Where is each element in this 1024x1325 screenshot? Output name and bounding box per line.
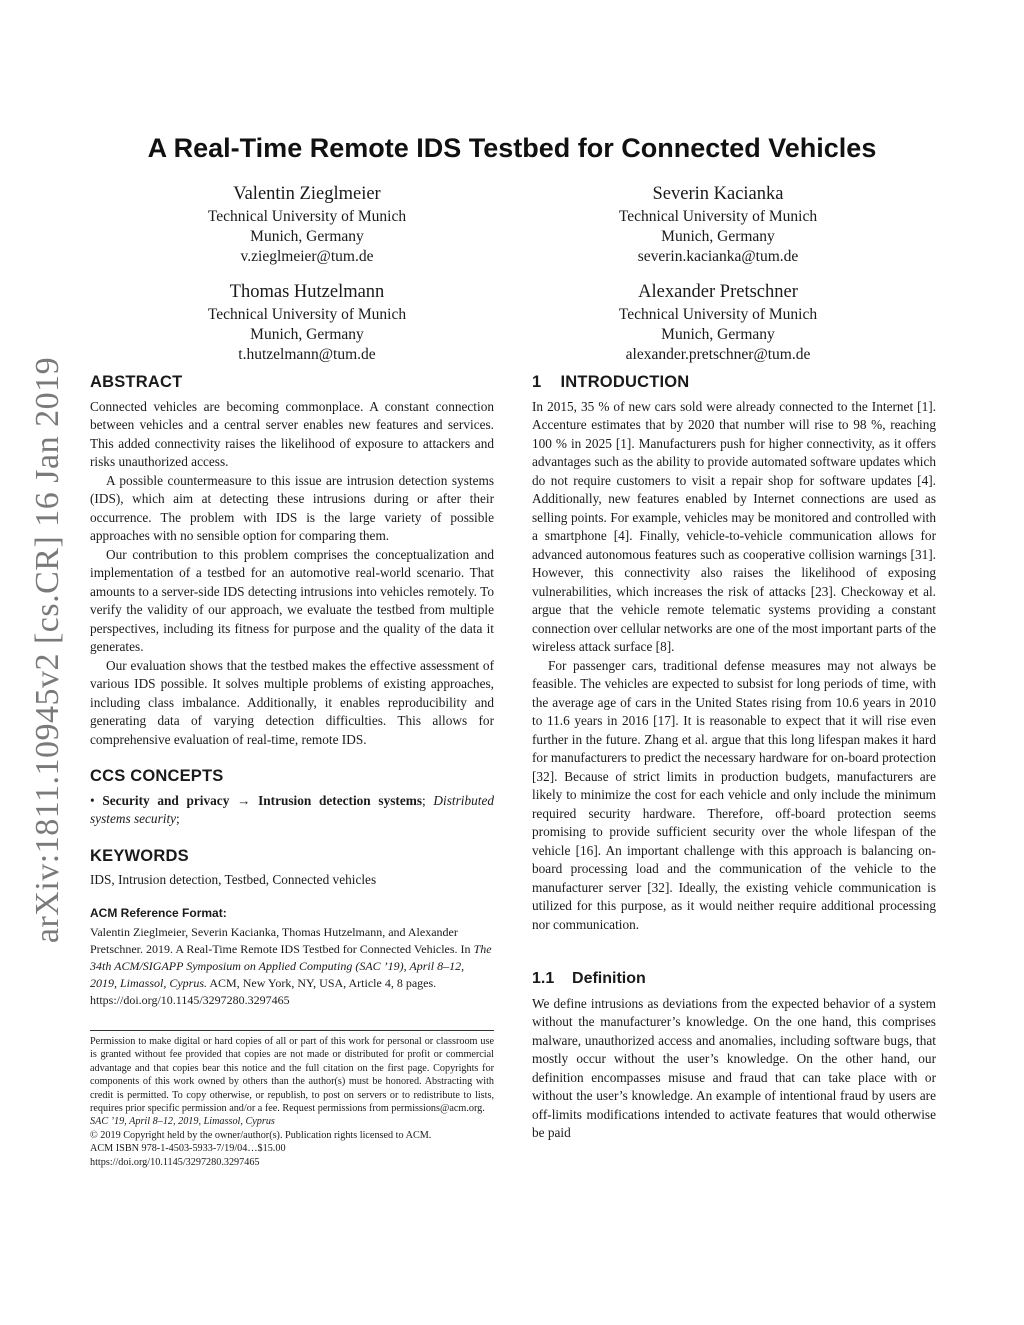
keywords-heading: KEYWORDS bbox=[90, 846, 189, 865]
ccs-sub-concept: Distributed systems security bbox=[90, 792, 494, 826]
arxiv-identifier: arXiv:1811.10945v2 [cs.CR] 16 Jan 2019 bbox=[29, 356, 66, 944]
copyright-footnote bbox=[90, 1030, 494, 1169]
acm-reference-venue: The 34th ACM/SIGAPP Symposium on Applied Computing (SAC ’19), April 8–12, 2019, Limassol, Cyprus. bbox=[90, 942, 492, 990]
author-email: alexander.pretschner@tum.de bbox=[625, 346, 811, 363]
author-location: Munich, Germany bbox=[661, 228, 775, 245]
abstract-heading: ABSTRACT bbox=[90, 373, 183, 391]
author-name: Severin Kacianka bbox=[652, 184, 784, 204]
author-email: v.zieglmeier@tum.de bbox=[240, 248, 374, 265]
acm-reference-publisher: ACM, New York, NY, USA, Article 4, 8 pages. https://doi.org/10.1145/3297280.3297465 bbox=[90, 976, 437, 1007]
ccs-end: ; bbox=[176, 811, 180, 826]
right-column bbox=[532, 373, 936, 1143]
abstract-paragraph: Connected vehicles are becoming commonplace. A constant connection between vehicles and a central server enables new features and services. This added connectivity raises the likelihood of exposure to attackers and risks unauthorized access. bbox=[90, 398, 494, 469]
author-block bbox=[157, 181, 457, 267]
author-name: Valentin Zieglmeier bbox=[233, 184, 381, 204]
abstract-paragraph: A possible countermeasure to this issue are intrusion detection systems (IDS), which aim at detecting these intrusions during or after their occurrence. The problem with IDS is the large variety of possible approaches with no sensible option for comparing them. bbox=[90, 472, 494, 543]
author-location: Munich, Germany bbox=[250, 326, 364, 343]
abstract-paragraph: Our evaluation shows that the testbed makes the effective assessment of various IDS possible. It solves multiple problems of existing approaches, including class imbalance. Additionally, it enables reproducibility and generating data of varying detection difficulties. This allows for comprehensive evaluation of real-time, remote IDS. bbox=[90, 657, 494, 747]
keywords-text: IDS, Intrusion detection, Testbed, Connected vehicles bbox=[90, 872, 377, 887]
acm-reference-authors: Valentin Zieglmeier, Severin Kacianka, Thomas Hutzelmann, and Alexander Pretschner. 2019. A Real-Time Remote IDS Testbed for Connected Vehicles. In bbox=[90, 925, 474, 956]
copyright-line: © 2019 Copyright held by the owner/author(s). Publication rights licensed to ACM. bbox=[90, 1129, 432, 1141]
conference-line: SAC ’19, April 8–12, 2019, Limassol, Cyprus bbox=[90, 1116, 275, 1128]
author-name: Thomas Hutzelmann bbox=[229, 282, 385, 302]
author-name: Alexander Pretschner bbox=[638, 282, 798, 302]
isbn-line: ACM ISBN 978-1-4503-5933-7/19/04…$15.00 bbox=[90, 1143, 286, 1155]
definition-paragraph: We define intrusions as deviations from the expected behavior of a system without the manufacturer’s knowledge. On the one hand, this comprises malware, unauthorized access and anomalies, including software bugs, that mostly occur without the user’s knowledge. On the other hand, our definition encompasses misuse and fraud that can take place with or without the user’s knowledge. An example of intentional fraud by users are off-limits modifications intended to activate features that would otherwise be paid bbox=[532, 995, 936, 1140]
arxiv-identifier-margin bbox=[18, 356, 78, 944]
acm-reference bbox=[90, 924, 494, 1009]
author-affiliation: Technical University of Munich bbox=[207, 208, 407, 225]
author-affiliation: Technical University of Munich bbox=[207, 306, 407, 323]
ccs-bullet: • bbox=[90, 792, 95, 808]
author-affiliation: Technical University of Munich bbox=[618, 306, 818, 323]
author-block bbox=[568, 279, 868, 365]
author-block bbox=[157, 279, 457, 365]
ccs-heading: CCS CONCEPTS bbox=[90, 767, 224, 785]
introduction-paragraph: In 2015, 35 % of new cars sold were already connected to the Internet [1]. Accenture estimates that by 2020 that number will rise to 98 %, reaching 100 % in 2025 [1]. Manufacturers push for higher connectivity, as it offers advantages such as the ability to provide automated software updates which do not require customers to visit a repair shop for software updates [4]. Additionally, new features enabled by Internet connections are used as selling points. For example, vehicles may be monitored and controlled with a smartphone [4]. Finally, vehicle-to-vehicle communication allows for advanced autonomous features such as cooperative collision warnings [31]. However, this connectivity also raises the likelihood of exposing vulnerabilities, which increases the risk of attacks [23]. Checkoway et al. argue that the vehicle remote telematic systems providing a constant connection over cellular networks are one of the most important parts of the wireless attack surface [8]. bbox=[532, 398, 936, 654]
introduction-heading: 1 INTRODUCTION bbox=[532, 373, 690, 391]
paper-title: A Real-Time Remote IDS Testbed for Connected Vehicles bbox=[147, 133, 877, 163]
doi-line: https://doi.org/10.1145/3297280.3297465 bbox=[90, 1156, 260, 1168]
author-email: t.hutzelmann@tum.de bbox=[238, 346, 376, 363]
ccs-separator: ; bbox=[422, 792, 434, 808]
ccs-main-concept: Security and privacy → Intrusion detection systems bbox=[102, 792, 422, 808]
author-location: Munich, Germany bbox=[661, 326, 775, 343]
author-location: Munich, Germany bbox=[250, 228, 364, 245]
abstract-paragraph: Our contribution to this problem comprises the conceptualization and implementation of a testbed for an automotive real-world scenario. That amounts to a server-side IDS detecting intrusions into vehicles remotely. To verify the validity of our approach, we evaluate the testbed from multiple perspectives, including its fitness for purpose and the quality of the data it generates. bbox=[90, 546, 494, 654]
author-block bbox=[568, 181, 868, 267]
ccs-concepts bbox=[90, 792, 494, 829]
permission-notice: Permission to make digital or hard copies of all or part of this work for personal or classroom use is granted without fee provided that copies are not made or distributed for profit or commercial advantage and that copies bear this notice and the full citation on the first page. Copyrights for components of this work owned by others than the author(s) must be honored. Abstracting with credit is permitted. To copy otherwise, or republish, to post on servers or to redistribute to lists, requires prior specific permission and/or a fee. Request permissions from permissions@acm.org. bbox=[90, 1036, 494, 1115]
author-affiliation: Technical University of Munich bbox=[618, 208, 818, 225]
definition-heading: 1.1 Definition bbox=[532, 970, 646, 987]
acm-reference-heading: ACM Reference Format: bbox=[90, 905, 227, 920]
author-email: severin.kacianka@tum.de bbox=[637, 248, 799, 265]
left-column bbox=[90, 373, 494, 1009]
introduction-paragraph: For passenger cars, traditional defense measures may not always be feasible. The vehicles are expected to subsist for long periods of time, with the average age of cars in the United States rising from 10.6 years in 2010 to 11.6 years in 2016 [17]. It is reasonable to expect that it will rise even further in the future. Zhang et al. argue that this long lifespan makes it hard for manufacturers to predict the necessary hardware for on-board protection [32]. Because of strict limits in production budgets, manufacturers are likely to minimize the cost for each vehicle and only include the minimum required security hardware. Therefore, off-board protection seems promising to provide sufficient security over the whole lifespan of the vehicle [16]. An important challenge with this approach is balancing on-board processing load and the communication of the vehicle to the manufacturer server [32]. Ideally, the existing vehicle communication is utilized for this purpose, as it would neither require additional processing nor communication. bbox=[532, 657, 936, 932]
